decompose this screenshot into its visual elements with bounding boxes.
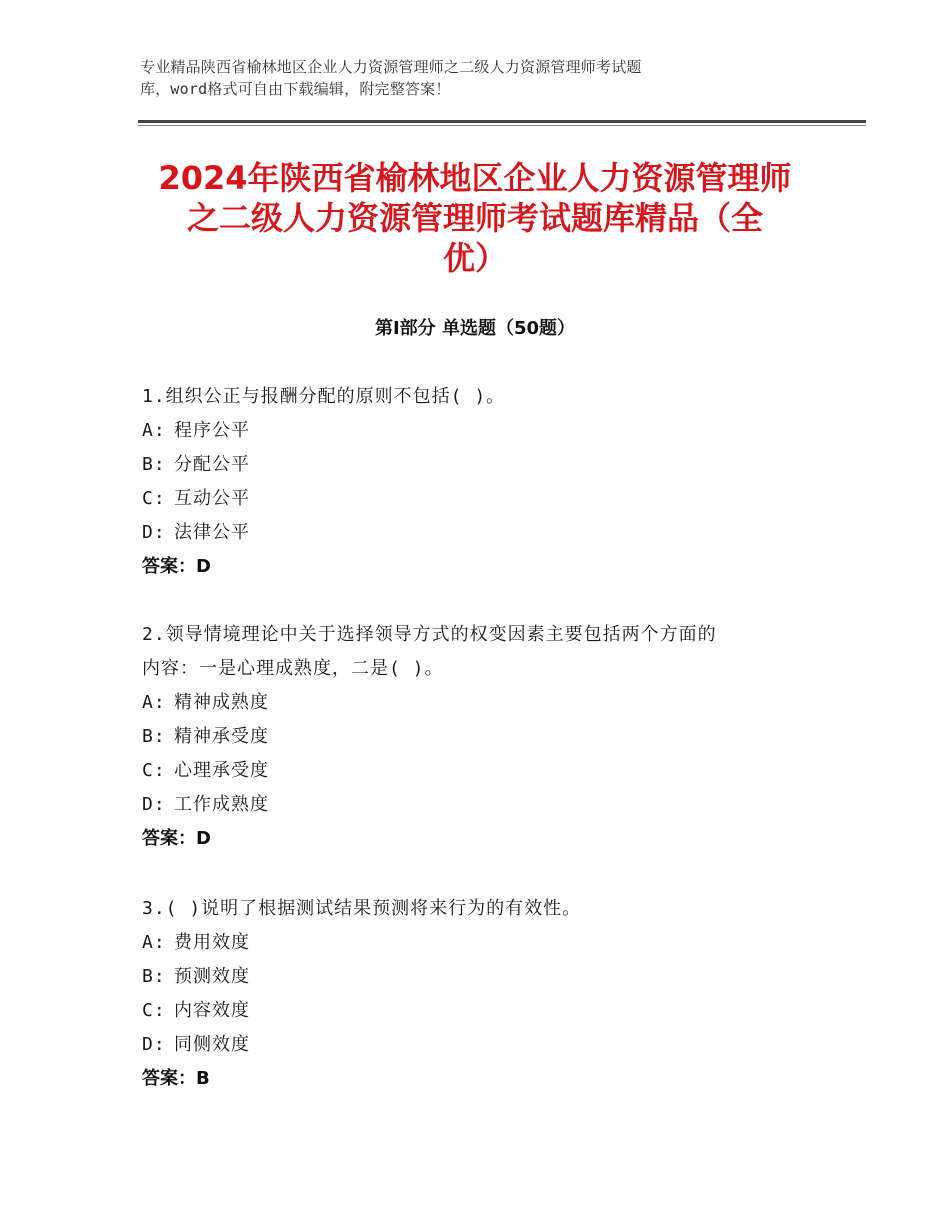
option-d — [142, 1028, 822, 1062]
title-line-1: 2024年陕西省榆林地区企业人力资源管理师 — [158, 159, 792, 197]
option-label: C: — [142, 488, 166, 509]
question-stem: 2.领导情境理论中关于选择领导方式的权变因素主要包括两个方面的 — [142, 624, 717, 645]
question-block — [142, 380, 822, 584]
option-text: 法律公平 — [174, 522, 250, 543]
header-divider-thin — [138, 125, 866, 126]
question-stem-continued: 内容：一是心理成熟度，二是( )。 — [142, 658, 444, 679]
option-c — [142, 482, 822, 516]
option-c — [142, 754, 822, 788]
option-a — [142, 414, 822, 448]
option-b — [142, 448, 822, 482]
title-line-2: 之二级人力资源管理师考试题库精品（全 — [186, 199, 763, 237]
header-line-2: 库，word格式可自由下载编辑，附完整答案！ — [140, 80, 451, 98]
option-text: 程序公平 — [174, 420, 250, 441]
option-text: 分配公平 — [174, 454, 250, 475]
option-label: A: — [142, 932, 166, 953]
option-label: A: — [142, 420, 166, 441]
option-b — [142, 960, 822, 994]
header-line-1: 专业精品陕西省榆林地区企业人力资源管理师之二级人力资源管理师考试题 — [140, 58, 642, 76]
question-stem: 3.( )说明了根据测试结果预测将来行为的有效性。 — [142, 898, 582, 919]
option-text: 费用效度 — [174, 932, 250, 953]
option-label: B: — [142, 966, 166, 987]
question-stem: 1.组织公正与报酬分配的原则不包括( )。 — [142, 386, 506, 407]
option-d — [142, 516, 822, 550]
option-label: B: — [142, 454, 166, 475]
option-text: 工作成熟度 — [174, 794, 269, 815]
option-label: A: — [142, 692, 166, 713]
option-a — [142, 926, 822, 960]
section-heading: 第Ⅰ部分 单选题（50题） — [374, 318, 575, 339]
option-label: C: — [142, 760, 166, 781]
option-c — [142, 994, 822, 1028]
document-header — [140, 56, 780, 100]
question-block — [142, 892, 822, 1096]
option-label: C: — [142, 1000, 166, 1021]
option-text: 精神成熟度 — [174, 692, 269, 713]
option-label: D: — [142, 1034, 166, 1055]
option-text: 预测效度 — [174, 966, 250, 987]
option-text: 互动公平 — [174, 488, 250, 509]
answer: 答案：B — [142, 1068, 210, 1089]
answer: 答案：D — [142, 556, 211, 577]
header-divider-thick — [138, 120, 866, 123]
option-d — [142, 788, 822, 822]
document-title — [130, 158, 820, 278]
option-label: B: — [142, 726, 166, 747]
answer: 答案：D — [142, 828, 211, 849]
title-line-3: 优） — [442, 239, 507, 277]
option-text: 同侧效度 — [174, 1034, 250, 1055]
option-b — [142, 720, 822, 754]
option-label: D: — [142, 794, 166, 815]
option-text: 内容效度 — [174, 1000, 250, 1021]
option-label: D: — [142, 522, 166, 543]
option-a — [142, 686, 822, 720]
option-text: 心理承受度 — [174, 760, 269, 781]
question-block — [142, 618, 822, 856]
option-text: 精神承受度 — [174, 726, 269, 747]
